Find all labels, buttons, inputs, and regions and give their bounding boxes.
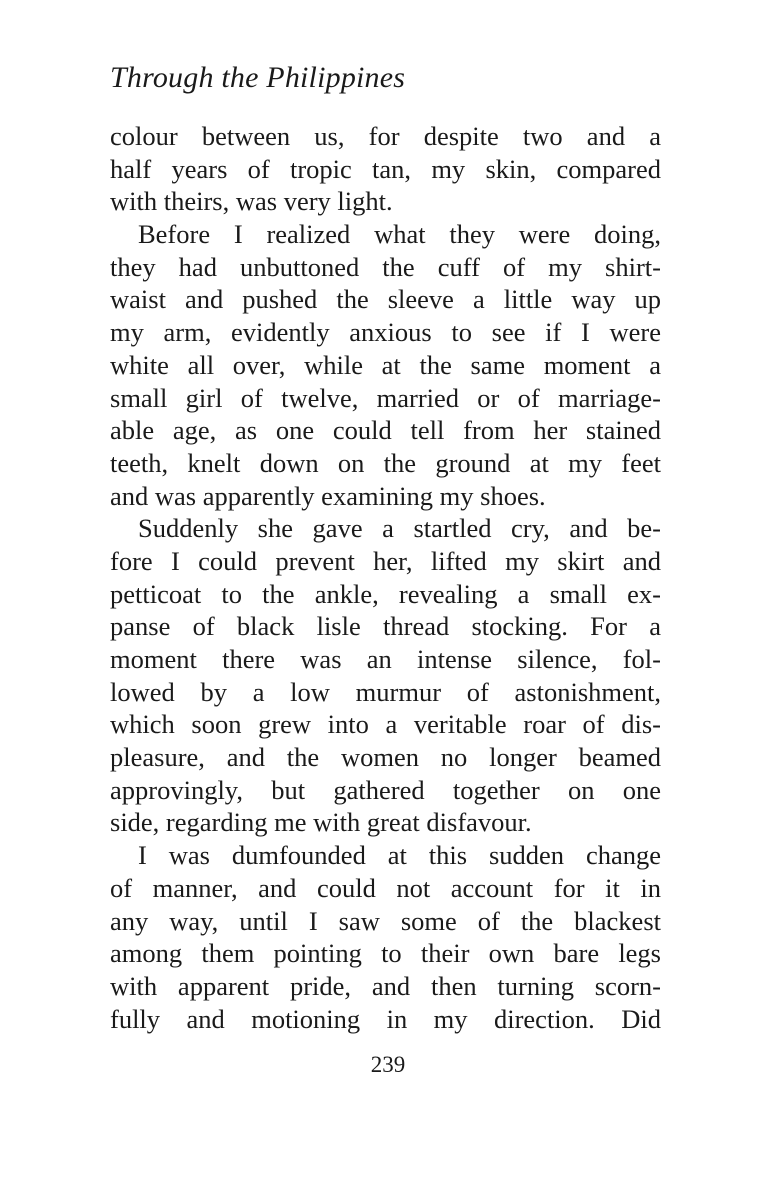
text-line: approvingly, but gathered together on one	[110, 774, 661, 805]
text-line: my arm, evidently anxious to see if I were	[110, 317, 661, 348]
text-line: Before I realized what they were doing,	[138, 219, 661, 250]
text-line: fully and motioning in my direction. Did	[110, 1003, 661, 1034]
text-line: side, regarding me with great disfavour.	[110, 807, 532, 838]
text-line: lowed by a low murmur of astonishment,	[110, 676, 661, 707]
text-line: pleasure, and the women no longer beamed	[110, 742, 661, 773]
text-line: Suddenly she gave a startled cry, and be-	[138, 513, 661, 544]
text-line: moment there was an intense silence, fol-	[110, 644, 661, 674]
text-line: of manner, and could not account for it in	[110, 872, 661, 903]
text-line: teeth, knelt down on the ground at my feet	[110, 447, 661, 478]
text-line: colour between us, for despite two and a	[110, 121, 661, 151]
text-line: waist and pushed the sleeve a little way up	[110, 284, 661, 315]
text-line: any way, until I saw some of the blackest	[110, 905, 661, 936]
running-head: Through the Philippines	[110, 61, 406, 94]
text-line: among them pointing to their own bare legs	[110, 938, 661, 969]
text-line: petticoat to the ankle, revealing a small ex-	[110, 578, 661, 609]
text-line: with apparent pride, and then turning scorn-	[110, 970, 661, 1001]
text-line: which soon grew into a veritable roar of dis-	[110, 709, 661, 740]
body-text	[110, 120, 661, 1035]
text-line: and was apparently examining my shoes.	[110, 480, 546, 511]
text-line: I was dumfounded at this sudden change	[138, 840, 661, 871]
text-line: fore I could prevent her, lifted my skirt and	[110, 545, 661, 576]
text-line: half years of tropic tan, my skin, compared	[110, 153, 661, 184]
text-line: panse of black lisle thread stocking. For a	[110, 611, 661, 642]
text-line: small girl of twelve, married or of marriage-	[110, 382, 661, 413]
text-line: white all over, while at the same moment a	[110, 349, 661, 380]
text-line: able age, as one could tell from her stained	[110, 415, 661, 446]
page-number: 239	[370, 1052, 406, 1077]
page-content	[110, 58, 661, 1035]
text-line: with theirs, was very light.	[110, 186, 393, 217]
text-line: they had unbuttoned the cuff of my shirt-	[110, 251, 661, 282]
